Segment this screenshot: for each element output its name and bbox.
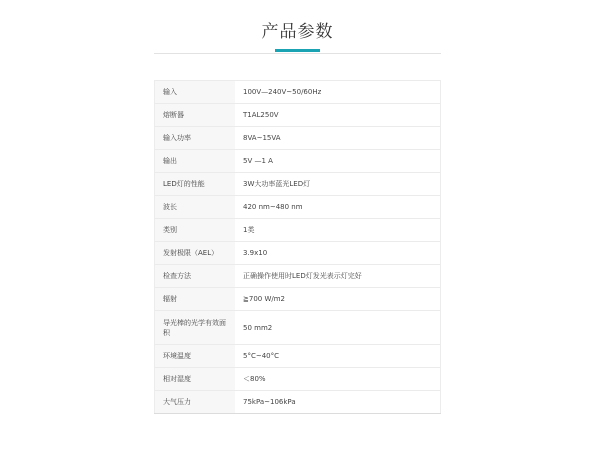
spec-key: 发射极限（AEL） xyxy=(155,242,236,265)
table-row xyxy=(155,196,441,219)
spec-value: 正确操作使用时LED灯发光表示灯完好 xyxy=(235,265,441,288)
table-row xyxy=(155,288,441,311)
spec-value: 5V —1 A xyxy=(235,150,441,173)
spec-key: 导光棒的光学有效面积 xyxy=(155,311,236,345)
spec-value: 3W大功率蓝光LED灯 xyxy=(235,173,441,196)
spec-value: 3.9x10 xyxy=(235,242,441,265)
spec-value: ＜80% xyxy=(235,368,441,391)
table-row xyxy=(155,219,441,242)
spec-table xyxy=(154,80,441,414)
table-row xyxy=(155,265,441,288)
spec-key: 熔断器 xyxy=(155,104,236,127)
table-row xyxy=(155,242,441,265)
table-row xyxy=(155,311,441,345)
spec-key: 输入功率 xyxy=(155,127,236,150)
spec-value: 100V—240V~50/60Hz xyxy=(235,81,441,104)
spec-value: 8VA~15VA xyxy=(235,127,441,150)
table-row xyxy=(155,345,441,368)
section-header xyxy=(154,0,441,54)
spec-value: T1AL250V xyxy=(235,104,441,127)
spec-value: 1类 xyxy=(235,219,441,242)
spec-value: 5°C~40°C xyxy=(235,345,441,368)
header-divider xyxy=(154,53,441,54)
spec-key: LED灯的性能 xyxy=(155,173,236,196)
spec-key: 相对湿度 xyxy=(155,368,236,391)
table-row xyxy=(155,391,441,414)
table-row xyxy=(155,150,441,173)
spec-key: 检查方法 xyxy=(155,265,236,288)
page-title: 产品参数 xyxy=(261,22,334,42)
spec-key: 波长 xyxy=(155,196,236,219)
spec-key: 大气压力 xyxy=(155,391,236,414)
spec-key: 输出 xyxy=(155,150,236,173)
table-row xyxy=(155,368,441,391)
title-accent-bar xyxy=(275,49,320,52)
spec-value: 420 nm~480 nm xyxy=(235,196,441,219)
spec-value: 75kPa~106kPa xyxy=(235,391,441,414)
spec-key: 输入 xyxy=(155,81,236,104)
spec-key: 环境温度 xyxy=(155,345,236,368)
spec-value: ≧700 W/m2 xyxy=(235,288,441,311)
table-row xyxy=(155,127,441,150)
table-row xyxy=(155,81,441,104)
table-row xyxy=(155,173,441,196)
spec-value: 50 mm2 xyxy=(235,311,441,345)
spec-key: 类别 xyxy=(155,219,236,242)
spec-key: 辐射 xyxy=(155,288,236,311)
table-row xyxy=(155,104,441,127)
